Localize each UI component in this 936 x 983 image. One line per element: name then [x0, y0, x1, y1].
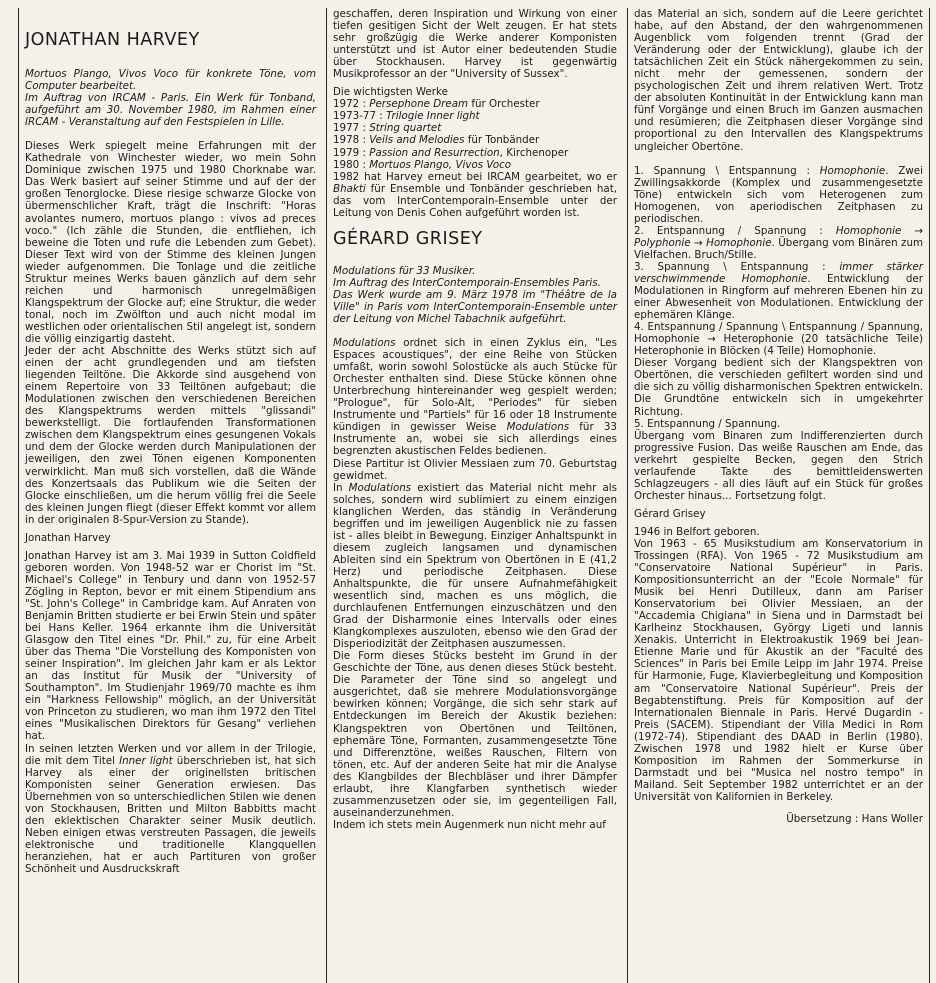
harvey-signature: Jonathan Harvey [25, 531, 111, 544]
column-right [627, 8, 929, 983]
process-item-3: 3. Spannung \ Entspannung : immer stärker verschwimmende Homophonie. Entwicklung der Modulationen in Ringform auf mehreren Ebenen hin zu einer Abwesenheit von Modulationen. Entwicklung der ephemären Klänge. [634, 260, 923, 322]
process-item-5: 5. Entspannung / Spannung. [634, 417, 781, 430]
grisey-paragraph-1: Modulations ordnet sich in einen Zyklus ein, "Les Espaces acoustiques", der eine Reihe von Stücken umfaßt, worin sowohl Solostücke als auch Stücke für Orchester enthalten sind. Diese Stücke können ohne Unterbrechung hintereinander weg gespielt werden; "Prologue", für Solo-Alt, "Periodes" für sieben Instrumente und "Partiels" für 16 oder 18 Instrumente kündigen in gewisser Weise Modulations für 33 Instrumente an, wobei sie sich allerdings eines begrenzten akustischen Feldes bedienen. [333, 337, 617, 458]
grisey-commission: Im Auftrag des InterContemporain-Ensembles Paris. [333, 276, 601, 289]
works-list [333, 98, 617, 170]
grisey-paragraph-2: In Modulations existiert das Material nicht mehr als solches, sondern wird sublimiert zu einem einzigen klanglichen Werden, das ständig in Veränderung begriffen und im jeweiligen Augenblick nie zu fassen ist - alles bleibt in Bewegung. Einziger Anhaltspunkt in diesem zugleich langsamen und dynamischen Ableiten sind ein Spektrum von Obertönen in E (41,2 Herz) und periodische Zeitphasen. Diese Anhaltspunkte, die für unsere Aufnahmefähigkeit wesentlich sind, machen es uns möglich, die durchlaufenen Entfernungen einzuschätzen und den Grad der Disharmonie eines Intervalls oder eines Klangkomplexes auszuloten, ebenso wie den Grad der Disperiodizität der Zeitphasen auszumessen. [333, 481, 617, 651]
heading-harvey: JONATHAN HARVEY [25, 30, 200, 50]
works-item: 1980 : Mortuos Plango, Vivos Voco [333, 158, 512, 171]
works-item: 1972 : Persephone Dream für Orchester [333, 98, 540, 111]
process-item-4-detail: Dieser Vorgang bedient sich der Klangspektren von Obertönen, die verschieden gefiltert worden sind und die sich zu völlig disharmonischen Spektren entwickeln. Die Grundtöne entwickeln sich in umgekehrter Richtung. [634, 357, 923, 418]
grisey-signature: Gérard Grisey [634, 507, 706, 520]
column-harvey [18, 8, 322, 983]
works-item: 1979 : Passion and Resurrection, Kirchenoper [333, 146, 569, 159]
works-item: 1978 : Veils and Melodies für Tonbänder [333, 134, 540, 147]
process-item-1: 1. Spannung \ Entspannung : Homophonie. Zwei Zwillingsakkorde (Komplex und zusammengesetzte Töne) entwickeln sich vom Heterogenen zum Homogenen, von aperiodischen Zeitphasen zu periodischen. [634, 164, 924, 225]
grisey-bio-2: Von 1963 - 65 Musikstudium am Konservatorium in Trossingen (RFA). Von 1965 - 72 Musikstudium am "Conservatoire National Supérieur" in Paris. Kompositionsunterricht an der "Ecole Normale" für Musik bei Henri Dutilleux, dann am Pariser Konservatorium bei Olivier Messiaen, an der "Accademia Chigiana" in Siena und in Darmstadt bei Karlheinz Stockhausen, György Ligeti und Iannis Xenakis. Unterricht in Elektroakustik 1969 bei Jean-Etienne Marie und für Akustik an der "Faculté des Sciences" in Paris bei Emile Leipp im Jahr 1974. Preise für Harmonie, Fuge, Klavierbegleitung und Komposition am "Conservatoire National Supérieur". Preis der Begabtenstiftung. Preis für Komposition auf der Internationalen Biennale in Paris. Hervé Dugardin - Preis (SACEM). Stipendiant der Villa Medici in Rom (1972-74). Stipendiant des DAAD in Berlin (1980). Zwischen 1978 und 1982 hielt er Kurse über Komposition im Rahmen der Sommerkurse in Darmstadt und bei "Musica nel nostro tempo" in Mailand. Seit September 1982 unterrichtet er an der Universität von Kalifornien in Berkeley. [634, 537, 923, 803]
grisey-work-intro: Modulations für 33 Musiker. [333, 264, 476, 277]
works-item: 1973-77 : Trilogie Inner light [333, 110, 480, 123]
column-middle [326, 8, 623, 983]
harvey-bio-2: In seinen letzten Werken und vor allem in der Trilogie, die mit dem Titel Inner light überschrieben ist, hat sich Harvey als einer der originellsten britischen Komponisten seiner Generation erwiesen. Das Übernehmen von so unterschiedlichen Stilen wie denen von Stockhausen, Britten und Milton Babbitts macht den eklektischen Charakter seiner Musik deutlich. Neben einigen etwas verstreuten Passagen, die jeweils elektronische und traditionelle Klangquellen heranziehen, hat er auch Partituren von großer Schönheit und Ausdruckskraft [25, 742, 316, 875]
heading-grisey: GÉRARD GRISEY [333, 228, 483, 249]
works-item: 1977 : String quartet [333, 122, 442, 135]
harvey-bio-continued: geschaffen, deren Inspiration und Wirkung von einer tiefen gesitigen Sicht der Welt zeugen. Er hat stets sehr großzügig die Werke anderer Komponisten unterstützt und ist Autor einer bedeutenden Studie über Stockhausen. Harvey ist gegenwärtig Musikprofessor an der "University of Sussex". [333, 8, 617, 81]
harvey-paragraph-1: Dieses Werk spiegelt meine Erfahrungen mit der Kathedrale von Winchester wieder, wo mein Sohn Dominique zwischen 1975 und 1980 Chorknabe war. Das Werk basiert auf seiner Stimme und auf der der großen Tenorglocke. Diese riesige schwarze Glocke von übermenschlicher Kraft, trägt die Inschrift: "Horas avolantes numero, mortuos plango : vivos ad preces voco." (Ich zähle die Stunden, die entfliehen, ich beweine die Toten und rufe die Lebenden zum Gebet). Dieser Text wird von der Stimme des kleinen Jungen wieder aufgenommen. Die Tonlage und die zeitliche Struktur meines Werks bauen gänzlich auf dem sehr reichen und harmonisch unregelmäßigen Klangspektrum der Glocke auf; eine Struktur, die weder tonal, noch im Zwölfton und auch nicht modal im westlichen oder orientalischen Stil angelegt ist, sondern die völlig einzigartig dasteht. [25, 140, 316, 345]
harvey-work-intro: Mortuos Plango, Vivos Voco für konkrete Töne, vom Computer bearbeitet. [25, 68, 316, 93]
grisey-paragraph-4: Indem ich stets mein Augenmerk nun nicht mehr auf [333, 818, 606, 831]
grisey-bio-1: 1946 in Belfort geboren. [634, 525, 760, 538]
grisey-premiere: Das Werk wurde am 9. März 1978 im "Théâtre de la Ville" in Paris vom InterContemporain-Ensemble unter der Leitung von Michel Tabachnik aufgeführt. [333, 288, 617, 325]
process-item-5-detail: Übergang vom Binaren zum Indifferenzierten durch progressive Fusion. Das weiße Rauschen am Ende, das verkehrt gespielte Becken, gegen den Strich verlaufende Takte des bemittleidenswerten Schlagzeugers - all dies läuft auf ein Stück für großes Orchester hinaus... Fortsetzung folgt. [634, 429, 923, 502]
harvey-bio-1: Jonathan Harvey ist am 3. Mai 1939 in Sutton Coldfield geboren worden. Von 1948-52 war er Chorist im "St. Michael's College" in Tenbury und dann von 1952-57 Zögling in Repton, bevor er mit einem Stipendium ans "St. John's College" in Cambridge kam. Auf Anraten von Benjamin Britten studierte er bei Erwin Stein und später bei Hans Keller. 1964 erkannte ihm die Universität Glasgow den Titel eines "Dr. Phil." zu, für eine Arbeit über das Thema "Die Vorstellung des Komponisten von seiner Inspiration". Im gleichen Jahr kam er als Lektor an das Institut für Musik der "University of Southampton". Im Studienjahr 1969/70 machte es ihm ein "Harkness Fellowship" möglich, an der Universität von Princeton zu studieren, wo man ihm 1972 den Titel eines "Musikalischen Direktors für Gesang" verliehen hat. [25, 549, 316, 743]
works-heading: Die wichtigsten Werke [333, 86, 448, 99]
harvey-paragraph-2: Jeder der acht Abschnitte des Werks stützt sich auf einen der acht grundlegenden und am tiefsten liegenden Teiltöne. Die Akkorde sind ausgehend von einem Repertoire von 33 Teiltönen aufgebaut; die Modulationen zwischen den verschiedenen Bereichen des Klangspektrums werden mittels "glissandi" bewerkstelligt. Die fortlaufenden Transformationen zwischen dem Klangspektrum eines gesungenen Vokals und dem der Glocke werden durch Manipulationen der jeweiligen, den zwei Tönen eigenen Komponenten verwirklicht. Man muß sich vorstellen, daß die Wände des Konzertsaals das Publikum wie die Seiten der Glocke einschließen, um die herum völlig frei die Seele des kleinen Jungen fliegt (dieser Effekt kommt vor allem in der originalen 8-Spur-Version zu Stande). [25, 345, 316, 526]
grisey-continued: das Material an sich, sondern auf die Leere gerichtet habe, auf den Abstand, der den wahrgenommenen Augenblick vom folgenden trennt (Grad der Veränderung oder der Entwicklung), glaube ich der tatsächlichen Zeit ein Stück nähergekommen zu sein, nicht mehr der gemessenen, sondern der psychologischen Zeit und ihrem relativen Wert. Trotz der absoluten Kontinuität in der Entwicklung kann man fünf Vorgänge und einen Bruch im Ganzen ausmachen und resümieren; die Zeitphasen dieser Vorgänge sind proportional zu den Intervallen des Klangspektrums ungleicher Obertöne. [634, 8, 923, 153]
column-rule-right [929, 8, 930, 983]
harvey-commission: Im Auftrag von IRCAM - Paris. Ein Werk für Tonband, aufgeführt am 30. November 1980, im Rahmen einer IRCAM - Veranstaltung auf den Festspielen in Lille. [25, 92, 316, 129]
process-item-4: 4. Entspannung / Spannung \ Entspannung / Spannung, Homophonie → Heterophonie (20 tatsächliche Teile) Heterophonie in Blöcken (4 Teile) Homophonie. [634, 321, 923, 358]
process-item-2: 2. Entspannung / Spannung : Homophonie → Polyphonie → Homophonie. Übergang vom Binären zum Vielfachen. Bruch/Stille. [634, 224, 924, 261]
grisey-paragraph-3: Die Form dieses Stücks besteht im Grund in der Geschichte der Töne, aus denen dieses Stück besteht. Die Parameter der Töne sind so angelegt und ausgerichtet, daß sie mehrere Modulationsvorgänge bewirken können; Vorgänge, die sich sehr stark auf Entdeckungen im Bereich der Akustik beziehen: Klangspektren von Obertönen und Teiltönen, ephemäre Töne, Formanten, zusammengesetzte Töne und Differenztöne, weißes Rauschen, Filtern von tönen, etc. Auf der anderen Seite hat mir die Analyse des Klangbildes der Blechbläser und ihrer Dämpfer erlaubt, ihre Klangfarben synthetisch wieder zusammenzusetzen oder sie, im gegenteiligen Fall, auseinanderzunehmen. [333, 650, 617, 819]
works-note: 1982 hat Harvey erneut bei IRCAM gearbeitet, wo er Bhakti für Ensemble und Tonbänder geschrieben hat, das vom InterContemporain-Ensemble unter der Leitung von Denis Cohen aufgeführt worden ist. [333, 170, 617, 219]
translator-credit: Übersetzung : Hans Woller [786, 813, 923, 825]
grisey-dedication: Diese Partitur ist Olivier Messiaen zum 70. Geburtstag gewidmet. [333, 457, 617, 482]
